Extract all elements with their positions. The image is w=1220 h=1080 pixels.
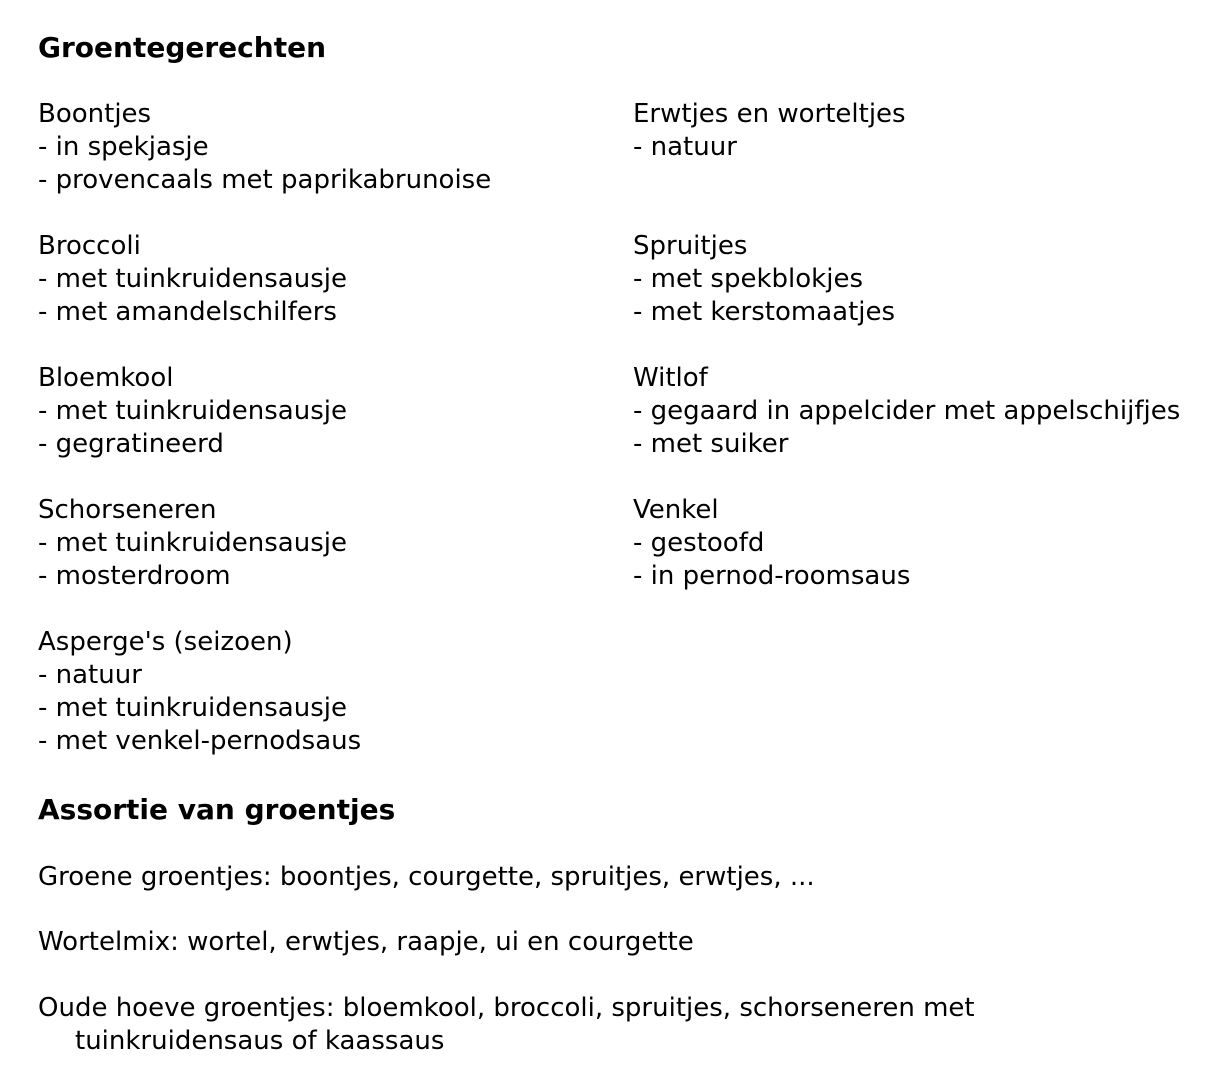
dish-option: - met suiker xyxy=(633,429,789,459)
dish-option: - met tuinkruidensausje xyxy=(38,528,347,558)
dish-option: - mosterdroom xyxy=(38,561,231,591)
assortie-line-text: Oude hoeve groentjes: bloemkool, broccoli, spruitjes, schorseneren met xyxy=(38,993,975,1023)
dish-name: Venkel xyxy=(633,495,719,525)
dish-name: Bloemkool xyxy=(38,363,174,393)
dish-name: Erwtjes en worteltjes xyxy=(633,99,906,129)
dish-option: - gegratineerd xyxy=(38,429,224,459)
dish-name: Spruitjes xyxy=(633,231,748,261)
assortie-line-wortelmix: Wortelmix: wortel, erwtjes, raapje, ui en courgette xyxy=(38,927,694,957)
dish-option: - gestoofd xyxy=(633,528,765,558)
dish-schorseneren xyxy=(38,494,347,593)
dish-bloemkool xyxy=(38,362,347,461)
dish-option: - gegaard in appelcider met appelschijfjes xyxy=(633,396,1181,426)
dish-asperges xyxy=(38,626,361,758)
dish-option: - met spekblokjes xyxy=(633,264,863,294)
dish-name: Witlof xyxy=(633,363,708,393)
dish-option: - met tuinkruidensausje xyxy=(38,264,347,294)
dish-name: Boontjes xyxy=(38,99,152,129)
dish-option: - provencaals met paprikabrunoise xyxy=(38,165,492,195)
dish-option: - met venkel-pernodsaus xyxy=(38,726,362,756)
dish-option: - met tuinkruidensausje xyxy=(38,693,347,723)
dish-option: - met tuinkruidensausje xyxy=(38,396,347,426)
dish-option: - met amandelschilfers xyxy=(38,297,337,327)
assortie-line-oude-hoeve xyxy=(38,992,975,1058)
dish-spruitjes xyxy=(633,230,895,329)
dish-erwtjes-en-worteltjes xyxy=(633,98,906,164)
section-title-assortie: Assortie van groentjes xyxy=(38,793,396,826)
dish-option: - in spekjasje xyxy=(38,132,209,162)
dish-boontjes xyxy=(38,98,491,197)
dish-witlof xyxy=(633,362,1180,461)
dish-option: - met kerstomaatjes xyxy=(633,297,896,327)
assortie-line-continuation: tuinkruidensaus of kaassaus xyxy=(75,1026,445,1056)
assortie-line-groene-groentjes: Groene groentjes: boontjes, courgette, spruitjes, erwtjes, ... xyxy=(38,862,815,892)
menu-page xyxy=(38,0,1208,1080)
dish-name: Schorseneren xyxy=(38,495,217,525)
dish-name: Asperge's (seizoen) xyxy=(38,627,293,657)
dish-broccoli xyxy=(38,230,347,329)
section-title-groentegerechten: Groentegerechten xyxy=(38,31,326,64)
dish-name: Broccoli xyxy=(38,231,141,261)
dish-option: - natuur xyxy=(633,132,737,162)
dish-venkel xyxy=(633,494,910,593)
dish-option: - in pernod-roomsaus xyxy=(633,561,911,591)
dish-option: - natuur xyxy=(38,660,142,690)
